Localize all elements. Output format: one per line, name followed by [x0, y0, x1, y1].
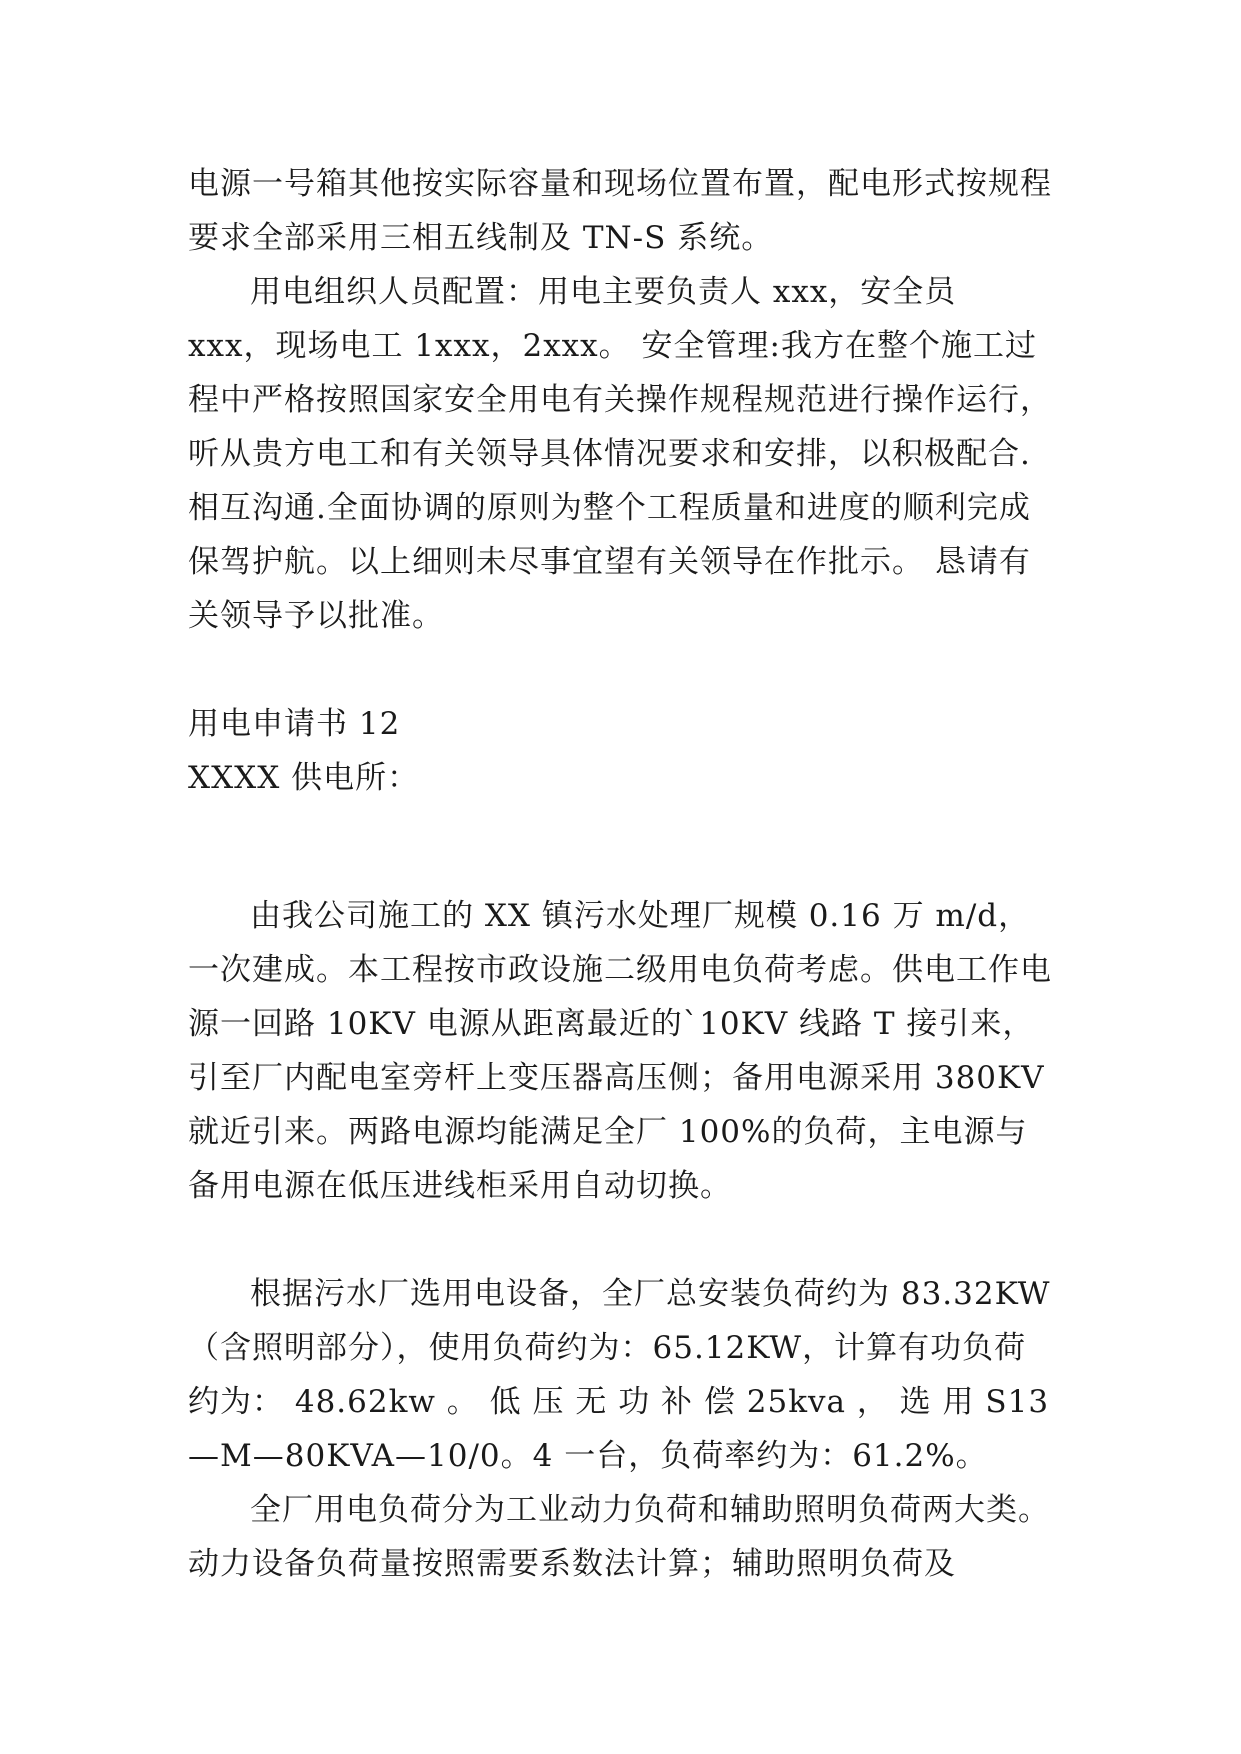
paragraph-project-power-supply: 由我公司施工的 XX 镇污水处理厂规模 0.16 万 m/d，一次建成。本工程按市政设施二级用电负荷考虑。供电工作电源一回路 10KV 电源从距离最近的`10KV 线路 T 接引来，引至厂内配电室旁杆上变压器高压侧；备用电源采用 380KV 就近引来。两路电源均能满足全厂 100%的负荷，主电源与备用电源在低压进线柜采用自动切换。	[188, 898, 1052, 1204]
section-heading: 用电申请书 12	[188, 706, 401, 742]
paragraph-load-calculation: 根据污水厂选用电设备，全厂总安装负荷约为 83.32KW（含照明部分），使用负荷约为：65.12KW，计算有功负荷约为： 48.62kw 。 低 压 无 功 补 偿 25kva ， 选 用 S13—M—80KVA—10/0。4 一台，负荷率约为：61.2%。	[188, 1276, 1051, 1474]
recipient-line: XXXX 供电所：	[188, 760, 420, 796]
paragraph-power-box-layout: 电源一号箱其他按实际容量和现场位置布置，配电形式按规程要求全部采用三相五线制及 TN-S 系统。	[188, 166, 1052, 256]
paragraph-load-categories: 全厂用电负荷分为工业动力负荷和辅助照明负荷两大类。动力设备负荷量按照需要系数法计算；辅助照明负荷及	[188, 1492, 1050, 1582]
paragraph-staffing-and-safety: 用电组织人员配置：用电主要负责人 xxx，安全员 xxx，现场电工 1xxx，2xxx。 安全管理:我方在整个施工过程中严格按照国家安全用电有关操作规程规范进行操作运行，听从贵方电工和有关领导具体情况要求和安排，以积极配合.相互沟通.全面协调的原则为整个工程质量和进度的顺利完成保驾护航。以上细则未尽事宜望有关领导在作批示。 恳请有关领导予以批准。	[188, 274, 1052, 634]
